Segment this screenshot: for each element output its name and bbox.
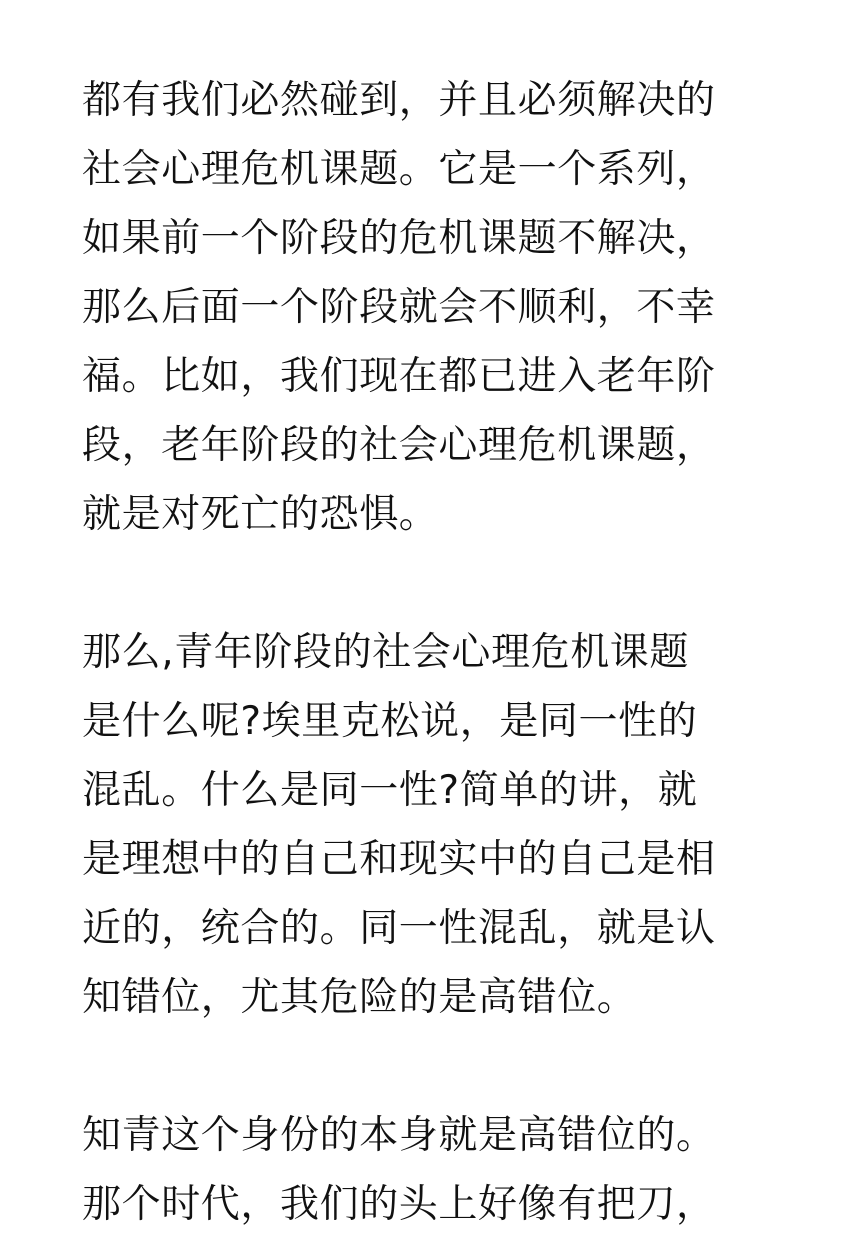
text-line: 都有我们必然碰到，并且必须解决的 <box>82 78 716 123</box>
document-page <box>82 66 782 1239</box>
text-line: 是什么呢?埃里克松说，是同一性的 <box>82 699 698 744</box>
text-line: 混乱。什么是同一性?简单的讲，就 <box>82 768 698 813</box>
text-line: 福。比如，我们现在都已进入老年阶 <box>82 354 716 399</box>
text-line: 那么,青年阶段的社会心理危机课题 <box>82 630 689 675</box>
text-line: 段，老年阶段的社会心理危机课题， <box>82 423 716 468</box>
text-line: 是理想中的自己和现实中的自己是相 <box>82 837 716 882</box>
text-line: 知错位，尤其危险的是高错位。 <box>82 975 637 1020</box>
text-line: 近的，统合的。同一性混乱，就是认 <box>82 906 716 951</box>
text-line: 那个时代，我们的头上好像有把刀， <box>82 1182 716 1227</box>
text-line: 那么后面一个阶段就会不顺利，不幸 <box>82 285 716 330</box>
text-line: 就是对死亡的恐惧。 <box>82 492 439 537</box>
paragraph-1 <box>82 66 782 549</box>
paragraph-2 <box>82 618 782 1032</box>
text-line: 社会心理危机课题。它是一个系列， <box>82 147 716 192</box>
text-line: 如果前一个阶段的危机课题不解决， <box>82 216 716 261</box>
text-line: 知青这个身份的本身就是高错位的。 <box>82 1113 716 1158</box>
paragraph-3 <box>82 1101 782 1239</box>
